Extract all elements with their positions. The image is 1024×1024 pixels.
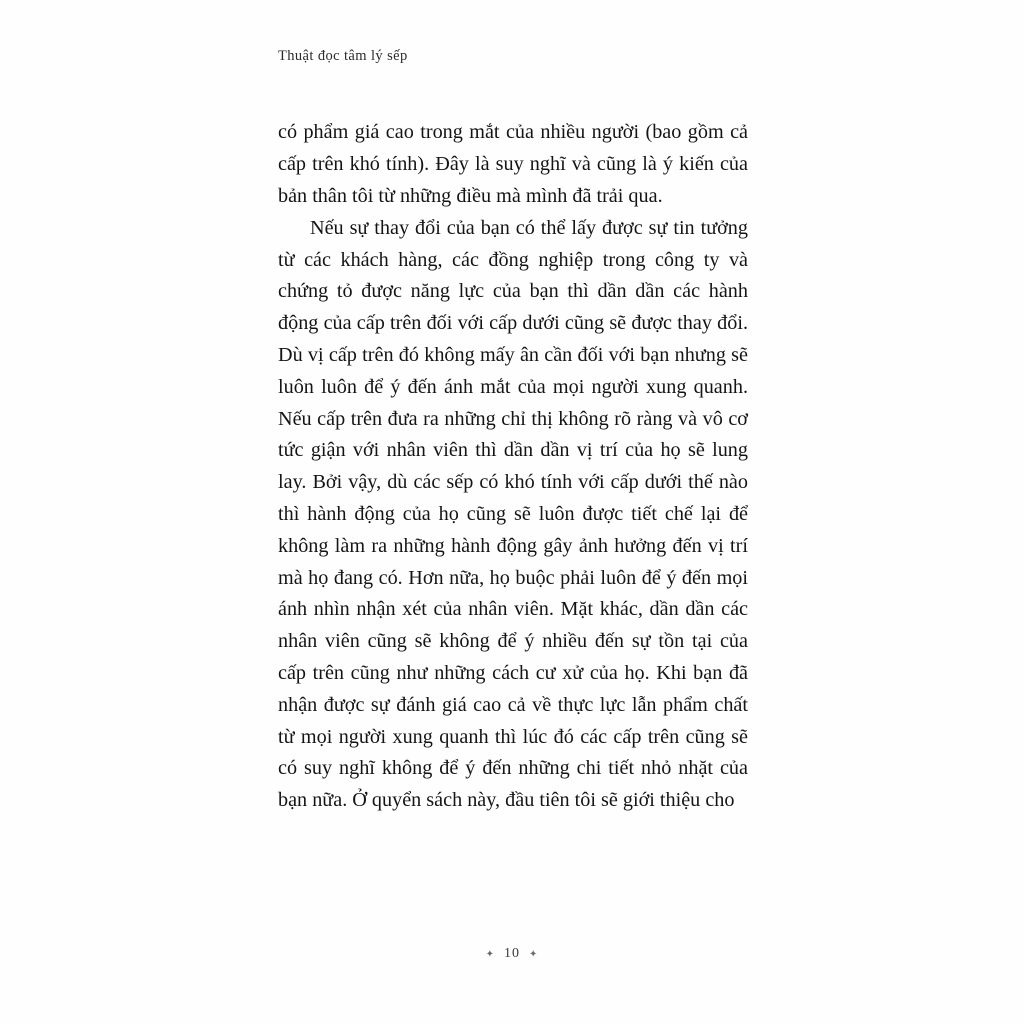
paragraph-continuation: có phẩm giá cao trong mắt của nhiều người (bao gồm cả cấp trên khó tính). Đây là suy nghĩ và cũng là ý kiến của bản thân tôi từ những điều mà mình đã trải qua. (278, 121, 748, 207)
ornament-right-icon: ✦ (529, 948, 539, 960)
page-footer (0, 946, 1024, 962)
paragraph-body: Nếu sự thay đổi của bạn có thể lấy được sự tin tưởng từ các khách hàng, các đồng nghiệp trong công ty và chứng tỏ được năng lực của bạn thì dần dần các hành động của cấp trên đối với cấp dưới cũng sẽ được thay đổi. Dù vị cấp trên đó không mấy ân cần đối với bạn nhưng sẽ luôn luôn để ý đến ánh mắt của mọi người xung quanh. Nếu cấp trên đưa ra những chỉ thị không rõ ràng và vô cơ tức giận với nhân viên thì dần dần vị trí của họ sẽ lung lay. Bởi vậy, dù các sếp có khó tính với cấp dưới thế nào thì hành động của họ cũng sẽ luôn được tiết chế lại để không làm ra những hành động gây ảnh hưởng đến vị trí mà họ đang có. Hơn nữa, họ buộc phải luôn để ý đến mọi ánh nhìn nhận xét của nhân viên. Mặt khác, dần dần các nhân viên cũng sẽ không để ý nhiều đến sự tồn tại của cấp trên cũng như những cách cư xử của họ. Khi bạn đã nhận được sự đánh giá cao cả về thực lực lẫn phẩm chất từ mọi người xung quanh thì lúc đó các cấp trên cũng sẽ có suy nghĩ không để ý đến những chi tiết nhỏ nhặt của bạn nữa. Ở quyển sách này, đầu tiên tôi sẽ giới thiệu cho (278, 216, 748, 812)
running-head: Thuật đọc tâm lý sếp (278, 48, 408, 64)
text-block (278, 48, 748, 817)
ornament-left-icon: ✦ (485, 948, 495, 960)
page-number: 10 (504, 946, 520, 961)
